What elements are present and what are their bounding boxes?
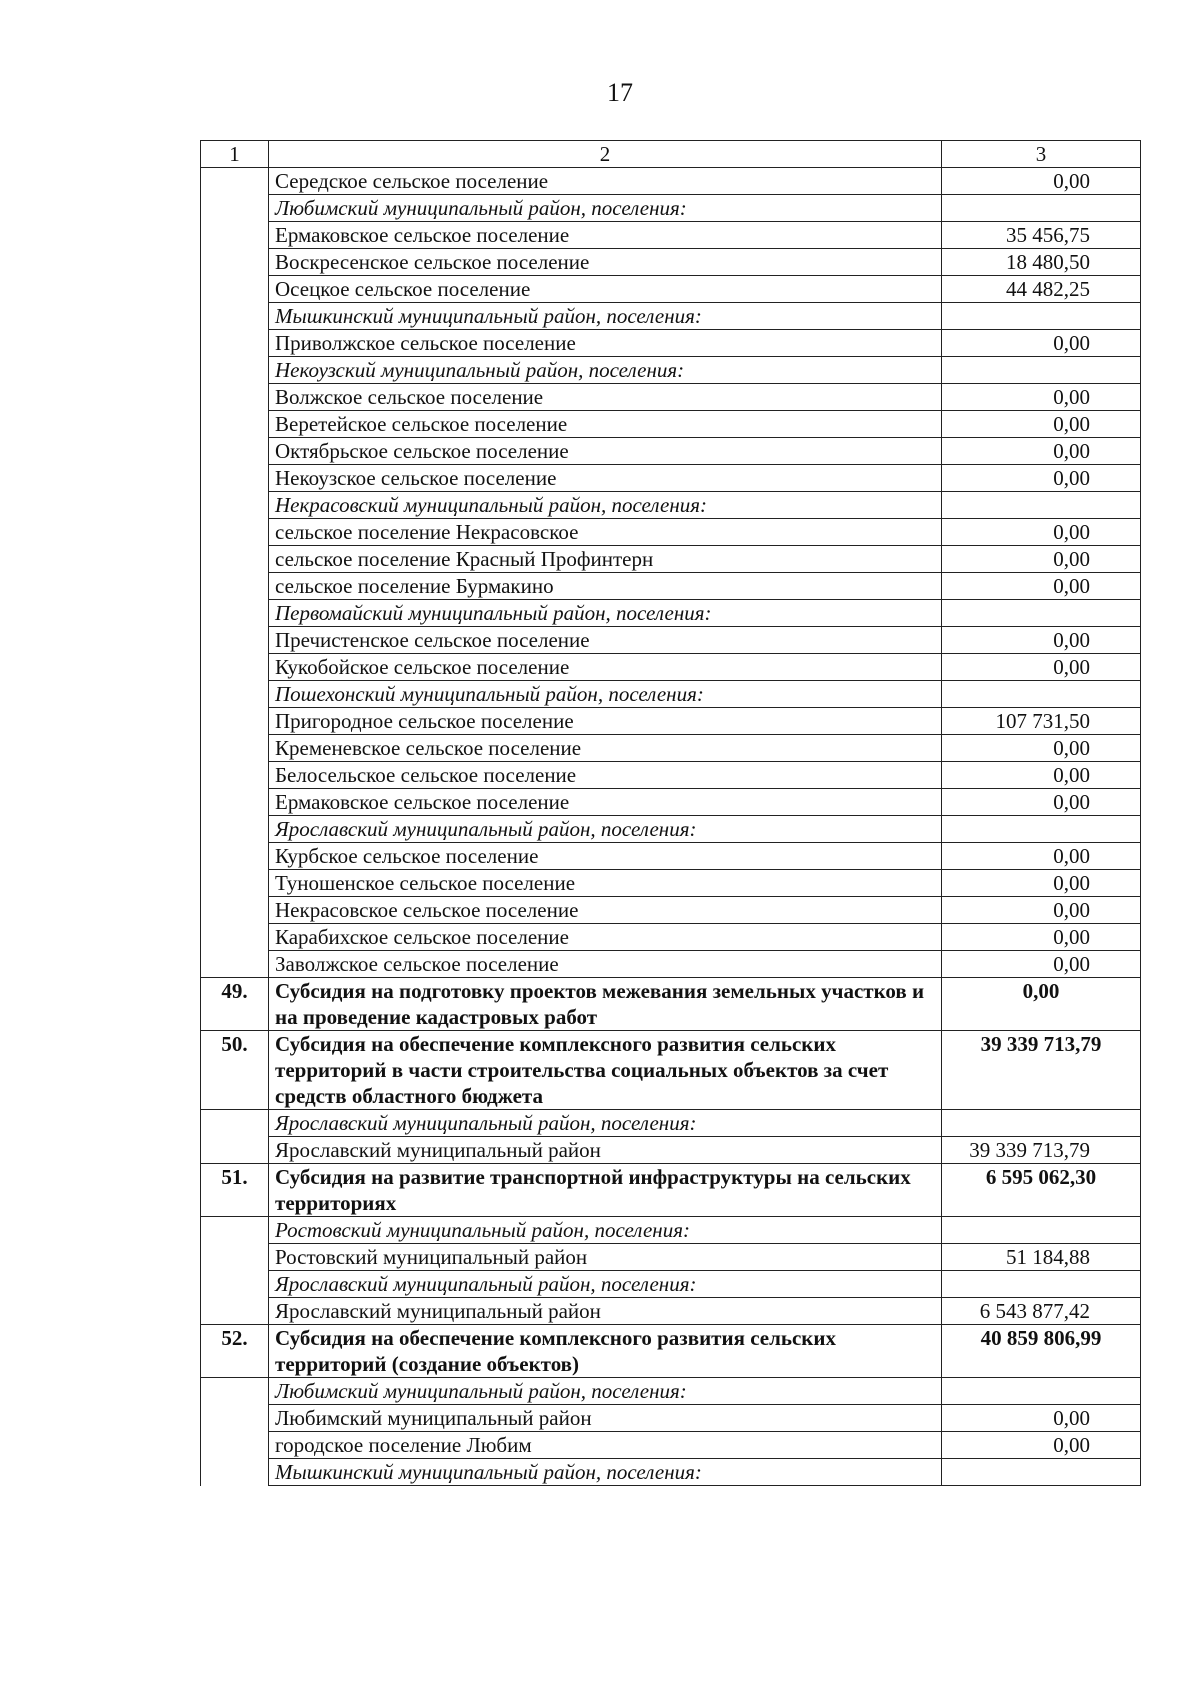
row-number (201, 1244, 269, 1271)
table-row (201, 762, 1141, 789)
row-number (201, 1378, 269, 1405)
table-row (201, 708, 1141, 735)
amount-value: 0,00 (942, 870, 1141, 897)
row-number (201, 438, 269, 465)
amount-value (942, 357, 1141, 384)
amount-value (942, 1459, 1141, 1486)
district-heading-row (201, 1459, 1141, 1486)
amount-value: 39 339 713,79 (942, 1137, 1141, 1164)
row-number (201, 843, 269, 870)
header-col-1: 1 (201, 141, 269, 168)
amount-value (942, 1217, 1141, 1244)
settlement-name: Осецкое сельское поселение (269, 276, 942, 303)
row-number (201, 546, 269, 573)
row-number (201, 735, 269, 762)
amount-value (942, 1271, 1141, 1298)
district-heading-row (201, 1378, 1141, 1405)
row-number (201, 357, 269, 384)
settlement-name: Курбское сельское поселение (269, 843, 942, 870)
row-number (201, 492, 269, 519)
amount-value: 0,00 (942, 735, 1141, 762)
section-row (201, 1164, 1141, 1217)
amount-value (942, 492, 1141, 519)
row-number (201, 465, 269, 492)
row-number (201, 951, 269, 978)
page-number: 17 (607, 78, 633, 107)
row-number: 52. (201, 1325, 269, 1378)
row-number (201, 897, 269, 924)
table-row (201, 384, 1141, 411)
amount-value (942, 600, 1141, 627)
settlement-name: сельское поселение Некрасовское (269, 519, 942, 546)
amount-value: 0,00 (942, 924, 1141, 951)
row-number (201, 1137, 269, 1164)
section-row (201, 1325, 1141, 1378)
row-number (201, 222, 269, 249)
settlement-name: Ермаковское сельское поселение (269, 789, 942, 816)
district-heading: Ярославский муниципальный район, поселения: (269, 816, 942, 843)
row-number (201, 519, 269, 546)
settlement-name: городское поселение Любим (269, 1432, 942, 1459)
settlement-name: Волжское сельское поселение (269, 384, 942, 411)
table-row (201, 654, 1141, 681)
table-row (201, 789, 1141, 816)
table-row (201, 1244, 1141, 1271)
amount-value: 0,00 (942, 573, 1141, 600)
row-number (201, 384, 269, 411)
table-row (201, 1405, 1141, 1432)
budget-table (200, 140, 1141, 1486)
district-heading-row (201, 816, 1141, 843)
district-heading: Пошехонский муниципальный район, поселения: (269, 681, 942, 708)
table-row (201, 924, 1141, 951)
row-number: 49. (201, 978, 269, 1031)
row-number (201, 1459, 269, 1486)
district-heading-row (201, 600, 1141, 627)
amount-value (942, 1378, 1141, 1405)
table-row (201, 276, 1141, 303)
district-heading: Любимский муниципальный район, поселения: (269, 195, 942, 222)
amount-value: 6 595 062,30 (942, 1164, 1141, 1217)
district-heading: Ярославский муниципальный район, поселения: (269, 1110, 942, 1137)
row-number (201, 789, 269, 816)
table-row (201, 411, 1141, 438)
amount-value: 40 859 806,99 (942, 1325, 1141, 1378)
amount-value: 0,00 (942, 627, 1141, 654)
amount-value: 0,00 (942, 330, 1141, 357)
amount-value: 39 339 713,79 (942, 1031, 1141, 1110)
settlement-name: Приволжское сельское поселение (269, 330, 942, 357)
row-number (201, 249, 269, 276)
row-number (201, 762, 269, 789)
settlement-name: Ярославский муниципальный район (269, 1137, 942, 1164)
table-row (201, 843, 1141, 870)
settlement-name: Воскресенское сельское поселение (269, 249, 942, 276)
section-title: Субсидия на развитие транспортной инфраструктуры на сельских территориях (269, 1164, 942, 1217)
amount-value: 0,00 (942, 1405, 1141, 1432)
table-row (201, 465, 1141, 492)
row-number (201, 1217, 269, 1244)
row-number (201, 276, 269, 303)
header-col-3: 3 (942, 141, 1141, 168)
settlement-name: Кременевское сельское поселение (269, 735, 942, 762)
amount-value: 0,00 (942, 1432, 1141, 1459)
amount-value: 18 480,50 (942, 249, 1141, 276)
table-row (201, 546, 1141, 573)
table-row (201, 870, 1141, 897)
settlement-name: Пречистенское сельское поселение (269, 627, 942, 654)
row-number (201, 1110, 269, 1137)
district-heading: Мышкинский муниципальный район, поселения: (269, 303, 942, 330)
amount-value: 0,00 (942, 978, 1141, 1031)
district-heading-row (201, 357, 1141, 384)
table-row (201, 330, 1141, 357)
table-row (201, 627, 1141, 654)
table-row (201, 573, 1141, 600)
settlement-name: Ермаковское сельское поселение (269, 222, 942, 249)
section-row (201, 978, 1141, 1031)
row-number (201, 573, 269, 600)
row-number (201, 1405, 269, 1432)
section-title: Субсидия на обеспечение комплексного развития сельских территорий в части строительства социальных объектов за счет средств областного бюджета (269, 1031, 942, 1110)
row-number (201, 924, 269, 951)
settlement-name: Туношенское сельское поселение (269, 870, 942, 897)
row-number (201, 411, 269, 438)
table-row (201, 168, 1141, 195)
table-row (201, 438, 1141, 465)
settlement-name: Ярославский муниципальный район (269, 1298, 942, 1325)
amount-value: 0,00 (942, 519, 1141, 546)
district-heading-row (201, 195, 1141, 222)
row-number (201, 708, 269, 735)
settlement-name: Любимский муниципальный район (269, 1405, 942, 1432)
row-number (201, 816, 269, 843)
row-number (201, 627, 269, 654)
table-row (201, 735, 1141, 762)
amount-value: 0,00 (942, 789, 1141, 816)
settlement-name: сельское поселение Бурмакино (269, 573, 942, 600)
section-row (201, 1031, 1141, 1110)
settlement-name: Ростовский муниципальный район (269, 1244, 942, 1271)
amount-value: 6 543 877,42 (942, 1298, 1141, 1325)
amount-value: 0,00 (942, 654, 1141, 681)
row-number (201, 195, 269, 222)
amount-value: 35 456,75 (942, 222, 1141, 249)
amount-value: 0,00 (942, 951, 1141, 978)
table-row (201, 951, 1141, 978)
settlement-name: Некоузское сельское поселение (269, 465, 942, 492)
settlement-name: Середское сельское поселение (269, 168, 942, 195)
settlement-name: Некрасовское сельское поселение (269, 897, 942, 924)
amount-value (942, 681, 1141, 708)
row-number (201, 303, 269, 330)
amount-value: 0,00 (942, 762, 1141, 789)
settlement-name: сельское поселение Красный Профинтерн (269, 546, 942, 573)
amount-value: 0,00 (942, 384, 1141, 411)
amount-value (942, 1110, 1141, 1137)
amount-value: 0,00 (942, 411, 1141, 438)
amount-value (942, 303, 1141, 330)
amount-value: 0,00 (942, 546, 1141, 573)
settlement-name: Веретейское сельское поселение (269, 411, 942, 438)
table-row (201, 1298, 1141, 1325)
row-number (201, 1298, 269, 1325)
table-body (201, 168, 1141, 1486)
row-number (201, 1432, 269, 1459)
district-heading-row (201, 1271, 1141, 1298)
row-number (201, 600, 269, 627)
settlement-name: Октябрьское сельское поселение (269, 438, 942, 465)
district-heading: Любимский муниципальный район, поселения: (269, 1378, 942, 1405)
district-heading-row (201, 1110, 1141, 1137)
district-heading: Некрасовский муниципальный район, поселения: (269, 492, 942, 519)
amount-value: 0,00 (942, 438, 1141, 465)
table-header-row (201, 141, 1141, 168)
table-row (201, 1137, 1141, 1164)
settlement-name: Кукобойское сельское поселение (269, 654, 942, 681)
district-heading-row (201, 303, 1141, 330)
district-heading: Некоузский муниципальный район, поселения: (269, 357, 942, 384)
amount-value (942, 816, 1141, 843)
table-row (201, 1432, 1141, 1459)
section-title: Субсидия на обеспечение комплексного развития сельских территорий (создание объектов) (269, 1325, 942, 1378)
table-row (201, 519, 1141, 546)
district-heading: Первомайский муниципальный район, поселения: (269, 600, 942, 627)
district-heading: Мышкинский муниципальный район, поселения: (269, 1459, 942, 1486)
row-number (201, 1271, 269, 1298)
row-number (201, 681, 269, 708)
settlement-name: Заволжское сельское поселение (269, 951, 942, 978)
amount-value: 0,00 (942, 168, 1141, 195)
amount-value: 44 482,25 (942, 276, 1141, 303)
amount-value (942, 195, 1141, 222)
district-heading-row (201, 1217, 1141, 1244)
section-title: Субсидия на подготовку проектов межевания земельных участков и на проведение кадастровых работ (269, 978, 942, 1031)
district-heading: Ярославский муниципальный район, поселения: (269, 1271, 942, 1298)
district-heading-row (201, 492, 1141, 519)
district-heading: Ростовский муниципальный район, поселения: (269, 1217, 942, 1244)
row-number (201, 330, 269, 357)
table-row (201, 222, 1141, 249)
table-row (201, 249, 1141, 276)
amount-value: 0,00 (942, 843, 1141, 870)
settlement-name: Пригородное сельское поселение (269, 708, 942, 735)
row-number: 50. (201, 1031, 269, 1110)
settlement-name: Белосельское сельское поселение (269, 762, 942, 789)
amount-value: 107 731,50 (942, 708, 1141, 735)
amount-value: 0,00 (942, 465, 1141, 492)
row-number: 51. (201, 1164, 269, 1217)
header-col-2: 2 (269, 141, 942, 168)
table-row (201, 897, 1141, 924)
row-number (201, 168, 269, 195)
row-number (201, 654, 269, 681)
amount-value: 0,00 (942, 897, 1141, 924)
settlement-name: Карабихское сельское поселение (269, 924, 942, 951)
amount-value: 51 184,88 (942, 1244, 1141, 1271)
row-number (201, 870, 269, 897)
district-heading-row (201, 681, 1141, 708)
